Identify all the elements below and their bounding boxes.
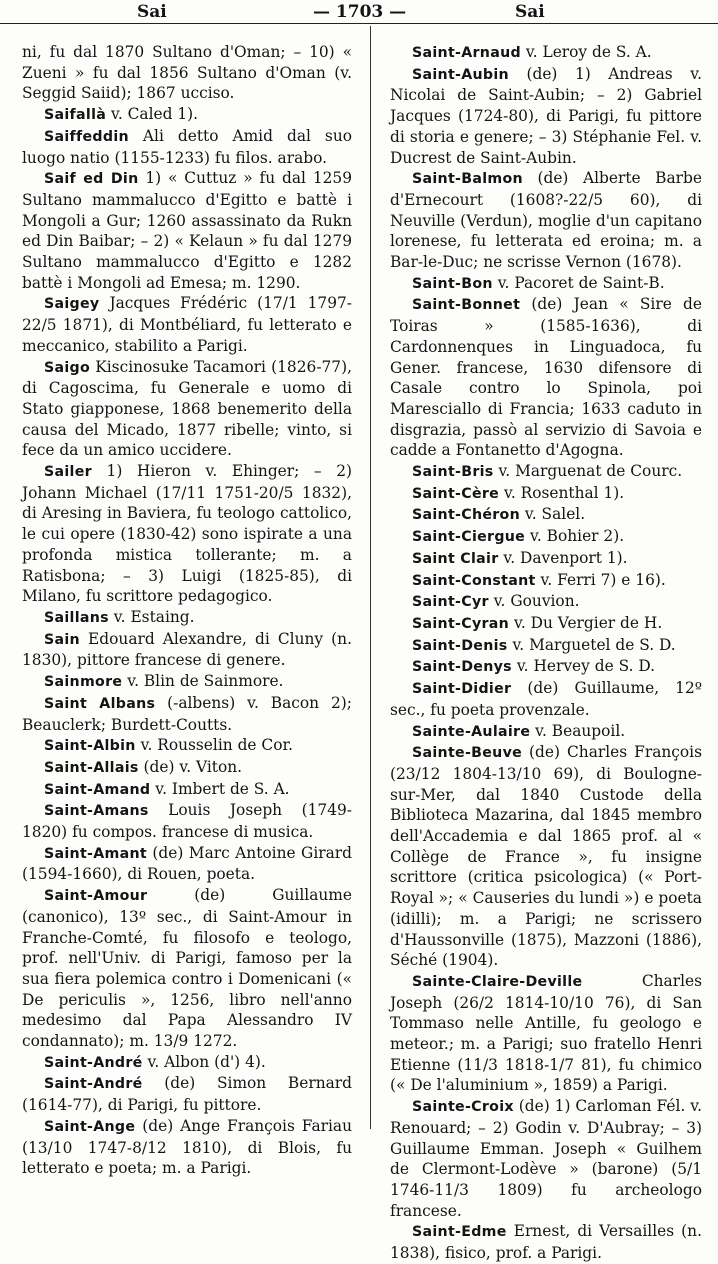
entry-text: (de) 1) Andreas v. Nicolai de Saint-Aubin; – 2) Gabriel Jacques (1724-80), di Parigi, fu pittore di storia e genere; – 3) Stéphanie Fel. v. Ducrest de Saint-Aubin. [390, 64, 702, 167]
column-divider [370, 26, 371, 1129]
entry-text: v. Salel. [520, 505, 586, 524]
entry-text: Charles Joseph (26/2 1814-10/10 76), di San Tommaso nelle Antille, fu geologo e meteor.; m. a Parigi; suo fratello Henri Etienne (11/3 1818-1/7 81), fu chimico (« De l'aluminium », 1859) a Parigi. [390, 971, 702, 1095]
dictionary-entry [390, 971, 702, 1096]
dictionary-entry [390, 1096, 702, 1221]
entry-text: v. Blin de Sainmore. [122, 672, 284, 691]
entry-text: v. Estaing. [108, 607, 195, 626]
entry-headword: Saint-Didier [412, 681, 512, 698]
entry-text: Jacques Frédéric (17/1 1797-22/5 1871), di Montbéliard, fu letterato e meccanico, stabilito a Parigi. [22, 294, 352, 355]
dictionary-entry [22, 42, 352, 104]
dictionary-entry [22, 671, 352, 693]
entry-headword: Saint Clair [412, 550, 499, 567]
entry-text: (de) Guillaume (canonico), 13º sec., di Saint-Amour in Franche-Comté, fu filosofo e teologo, prof. nell'Univ. di Parigi, famoso per la sua fiera polemica contro i Domenicani (« De periculis », 1256, libro nell'anno medesimo dal Papa Alessandro IV condannato); m. 13/9 1272. [22, 886, 352, 1051]
dictionary-entry [22, 1116, 352, 1179]
dictionary-entry [22, 757, 352, 779]
page-header [0, 2, 718, 24]
entry-text: 1) Hieron v. Ehinger; – 2) Johann Michael (17/11 1751-20/5 1832), di Aresing in Baviera, fu teologo cattolico, le cui opere (1830-42) sono ispirate a una profonda mistica tollerante; m. a Ratisbona; – 3) Luigi (1825-85), di Milano, fu scrittore pedagogico. [22, 462, 352, 606]
entry-headword: Saint-Balmon [412, 171, 523, 188]
entry-headword: Saint-Bon [412, 275, 493, 292]
entry-text: v. Gouvion. [488, 592, 580, 611]
entry-text: v. Beaupoil. [530, 721, 626, 740]
entry-headword: Saint-Bris [412, 464, 494, 481]
dictionary-entry [390, 613, 702, 635]
entry-text: Kiscinosuke Tacamori (1826-77), di Cagoscima, fu Generale e uomo di Stato giapponese, 1868 benemerito della causa del Micado, 1877 ribelle; vinto, si fece da un amico uccidere. [22, 357, 352, 460]
entry-headword: Saint Albans [44, 695, 156, 712]
dictionary-entry [390, 656, 702, 678]
entry-text: v. Davenport 1). [498, 548, 628, 567]
dictionary-entry [390, 168, 702, 273]
entry-text: Edouard Alexandre, di Cluny (n. 1830), pittore francese di genere. [22, 629, 352, 670]
entry-headword: Saint-Bonnet [412, 297, 521, 314]
header-rule [0, 23, 718, 24]
dictionary-entry [390, 721, 702, 743]
page-number: — 1703 — [313, 2, 407, 22]
entry-headword: Saint-Albin [44, 738, 136, 755]
entry-text: v. Marguetel de S. D. [507, 635, 676, 654]
entry-headword: Saint-Amans [44, 803, 149, 820]
dictionary-entry [22, 735, 352, 757]
dictionary-entry [22, 104, 352, 126]
entry-headword: Saint-Ange [44, 1118, 136, 1135]
entry-headword: Saint-André [44, 1076, 143, 1093]
entry-text: 1) « Cuttuz » fu dal 1259 Sultano mammalucco d'Egitto e battè i Mongoli a Gur; 1260 assassinato da Rukn ed Din Baibar; – 2) « Kelaun » fu dal 1279 Sultano mammalucco d'Egitto e 1282 battè i Mongoli ad Emesa; m. 1290. [22, 169, 352, 292]
entry-headword: Sainte-Aulaire [412, 723, 531, 740]
dictionary-entry [22, 843, 352, 885]
right-column [390, 42, 702, 1264]
entry-text: (de) v. Viton. [138, 757, 243, 776]
entry-text: (de) Simon Bernard (1614-77), di Parigi, fu pittore. [22, 1074, 352, 1115]
entry-headword: Saint-Denys [412, 659, 512, 676]
entry-text: v. Albon (d') 4). [142, 1052, 266, 1071]
dictionary-entry [22, 126, 352, 168]
entry-text: Louis Joseph (1749-1820) fu compos. francese di musica. [22, 801, 352, 842]
dictionary-entry [22, 800, 352, 842]
entry-headword: Saint-Ciergue [412, 529, 526, 546]
entry-text: Ali detto Amid dal suo luogo natio (1155-1233) fu filos. arabo. [22, 126, 352, 167]
entry-text: (de) Guillaume, 12º sec., fu poeta provenzale. [390, 679, 702, 719]
entry-headword: Sainte-Beuve [412, 745, 523, 762]
entry-text: v. Marguenat de Courc. [493, 462, 683, 481]
dictionary-entry [390, 591, 702, 613]
entry-headword: Saint-Cyr [412, 594, 489, 611]
entry-text: (-albens) v. Bacon 2); Beauclerk; Burdett-Coutts. [22, 693, 352, 734]
entry-text: (de) 1) Carloman Fél. v. Renouard; – 2) Godin v. D'Aubray; – 3) Guillaume Emman. Joseph « Guilhem de Clermont-Lodève » (barone) (5/1 1746-11/3 1809) fu archeologo francese. [390, 1097, 702, 1220]
entry-text: v. Ferri 7) e 16). [535, 570, 666, 589]
entry-headword: Saigo [44, 359, 91, 376]
header-left-keyword: Sai [137, 2, 167, 22]
dictionary-entry [390, 678, 702, 720]
entry-text: v. Leroy de S. A. [520, 43, 652, 61]
dictionary-entry [22, 607, 352, 629]
entry-headword: Saint-Amour [44, 888, 148, 905]
entry-text: v. Pacoret de Saint-B. [492, 273, 665, 292]
dictionary-entry [390, 1221, 702, 1263]
entry-headword: Sailer [44, 464, 92, 481]
entry-headword: Sainte-Claire-Deville [412, 973, 583, 990]
entry-text: (de) Ange François Fariau (13/10 1747-8/12 1810), di Blois, fu letterato e poeta; m. a Parigi. [22, 1116, 352, 1178]
entry-headword: Saint-Edme [412, 1224, 507, 1241]
header-right-keyword: Sai [515, 2, 545, 22]
entry-text: v. Imbert de S. A. [150, 779, 290, 798]
entry-headword: Saint-Cyran [412, 615, 510, 632]
entry-headword: Saint-Amant [44, 845, 147, 862]
entry-headword: Sain [44, 631, 80, 648]
dictionary-entry [22, 461, 352, 607]
entry-headword: Saint-Allais [44, 759, 139, 776]
dictionary-entry [390, 504, 702, 526]
entry-headword: Saint-Arnaud [412, 45, 521, 61]
entry-headword: Sainmore [44, 674, 123, 691]
left-column [22, 42, 352, 1179]
entry-headword: Saint-Chéron [412, 507, 521, 524]
entry-headword: Saint-André [44, 1054, 143, 1071]
dictionary-entry [22, 779, 352, 801]
dictionary-entry [22, 693, 352, 735]
entry-text: v. Caled 1). [106, 105, 199, 124]
entry-headword: Saint-Denis [412, 637, 508, 654]
entry-text: (de) Charles François (23/12 1804-13/10 69), di Boulogne-sur-Mer, dal 1840 Custode della Biblioteca Mazarina, dal 1845 membro dell'Accademia e dal 1865 prof. al « Collège de France », fu insigne scrittore (critica psicologica) (« Port-Royal »; « Causeries du lundi ») e poeta (idilli); m. a Parigi; ne scrissero d'Haussonville (1875), Mazzoni (1886), Séché (1904). [390, 743, 702, 970]
entry-headword: Saint-Amand [44, 781, 151, 798]
dictionary-entry [390, 635, 702, 657]
dictionary-entry [22, 1073, 352, 1115]
dictionary-entry [390, 64, 702, 169]
entry-headword: Saifallà [44, 107, 107, 124]
entry-headword: Sainte-Croix [412, 1099, 514, 1116]
dictionary-entry [22, 885, 352, 1052]
entry-headword: Saiffeddin [44, 128, 129, 145]
entry-headword: Saif ed Din [44, 171, 139, 188]
entry-text: (de) Alberte Barbe d'Ernecourt (1608?-22/5 60), di Neuville (Verdun), moglie d'un capitano lorenese, fu letterata ed eroina; m. a Bar-le-Duc; ne scrisse Vernon (1678). [390, 169, 702, 272]
entry-text: ni, fu dal 1870 Sultano d'Oman; – 10) « Zueni » fu dal 1856 Sultano d'Oman (v. Seggid Saiid); 1867 ucciso. [22, 43, 352, 103]
dictionary-entry [390, 570, 702, 592]
dictionary-entry [390, 294, 702, 461]
dictionary-entry [390, 548, 702, 570]
entry-headword: Saint-Constant [412, 572, 536, 589]
entry-headword: Saillans [44, 609, 109, 626]
dictionary-entry [390, 42, 702, 64]
entry-headword: Saigey [44, 296, 100, 313]
dictionary-entry [390, 526, 702, 548]
dictionary-entry [22, 1052, 352, 1074]
entry-text: v. Hervey de S. D. [511, 657, 656, 676]
entry-text: (de) Marc Antoine Girard (1594-1660), di Rouen, poeta. [22, 843, 352, 884]
dictionary-entry [390, 273, 702, 295]
dictionary-entry [22, 168, 352, 293]
entry-headword: Saint-Cère [412, 485, 500, 502]
entry-headword: Saint-Aubin [412, 66, 509, 83]
entry-text: (de) Jean « Sire de Toiras » (1585-1636), di Cardonnenques in Linguadoca, fu Gener. francese, 1630 difensore di Casale contro lo Spinola, poi Maresciallo di Francia; 1633 caduto in disgrazia, passò al servizio di Savoia e cadde a Fontanetto d'Agogna. [390, 295, 702, 460]
entry-text: v. Du Vergier de H. [509, 613, 663, 632]
dictionary-entry [390, 742, 702, 971]
dictionary-entry [22, 629, 352, 671]
entry-text: v. Rosenthal 1). [499, 483, 625, 502]
entry-text: v. Bohier 2). [525, 527, 625, 546]
entry-text: v. Rousselin de Cor. [135, 736, 294, 755]
dictionary-entry [22, 293, 352, 356]
dictionary-entry [390, 461, 702, 483]
dictionary-entry [390, 483, 702, 505]
entry-text: Ernest, di Versailles (n. 1838), fisico, prof. a Parigi. [390, 1222, 702, 1263]
dictionary-entry [22, 357, 352, 462]
